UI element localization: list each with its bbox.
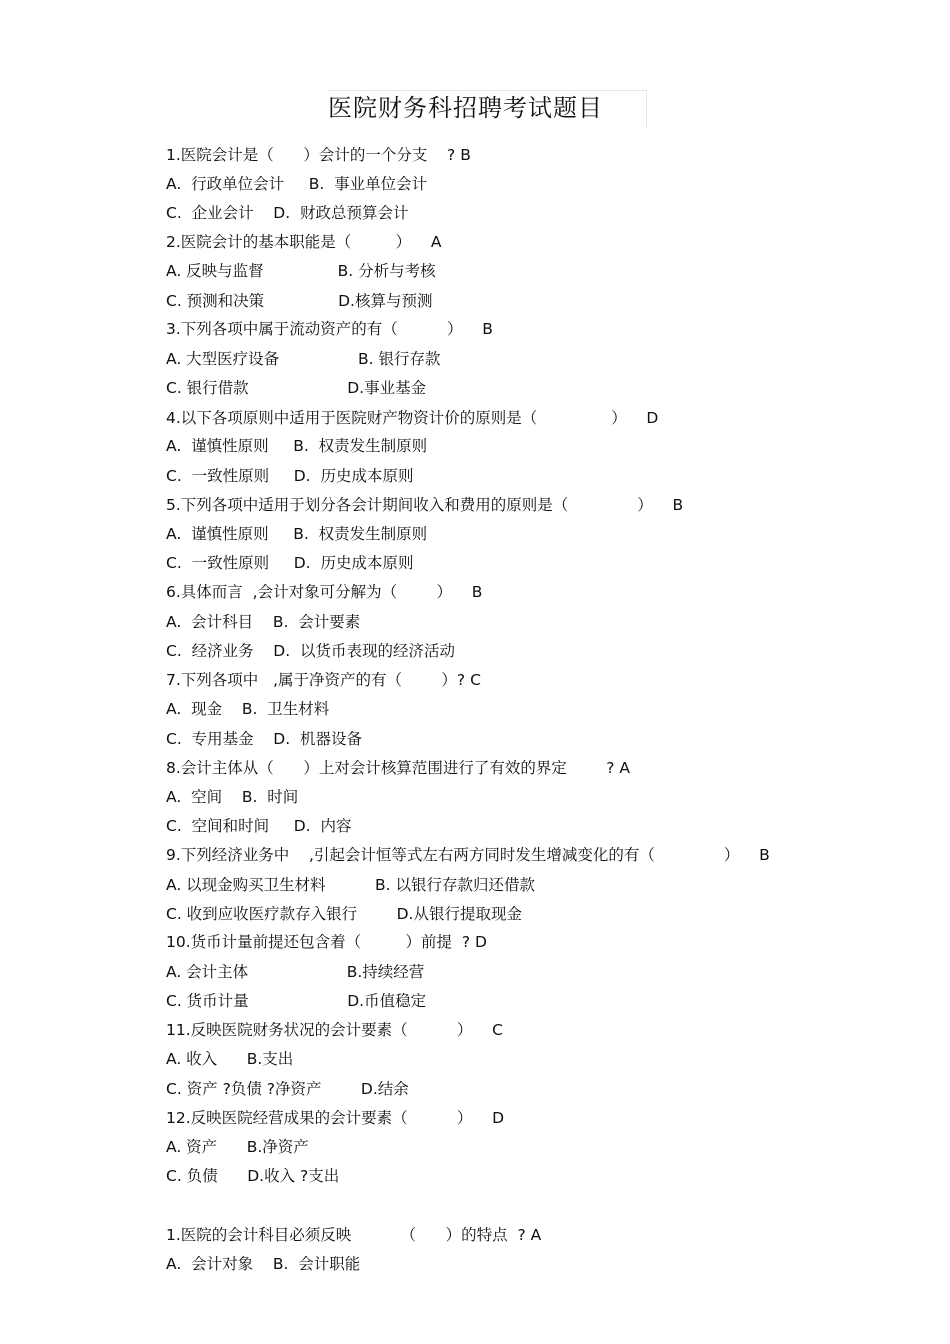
question-line: 3.下列各项中属于流动资产的有（ ） B	[166, 320, 493, 338]
question-line: 12.反映医院经营成果的会计要素（ ） D	[166, 1109, 505, 1127]
option-line: A. 资产 B.净资产	[166, 1138, 309, 1156]
option-line: A. 大型医疗设备 B. 银行存款	[166, 350, 441, 368]
question-line: 1.医院会计是（ ）会计的一个分支 ? B	[166, 146, 471, 164]
question-line: 11.反映医院财务状况的会计要素（ ） C	[166, 1021, 503, 1039]
question-line: 1.医院的会计科目必须反映 （ ）的特点 ? A	[166, 1226, 542, 1244]
option-line: A. 谨慎性原则 B. 权责发生制原则	[166, 437, 428, 455]
option-line: A. 反映与监督 B. 分析与考核	[166, 262, 436, 280]
option-line: A. 现金 B. 卫生材料	[166, 700, 330, 718]
question-line: 8.会计主体从（ ）上对会计核算范围进行了有效的界定 ? A	[166, 759, 631, 777]
question-line: 4.以下各项原则中适用于医院财产物资计价的原则是（ ） D	[166, 409, 659, 427]
option-line: A. 会计科目 B. 会计要素	[166, 613, 361, 631]
question-line: 9.下列经济业务中 ,引起会计恒等式左右两方同时发生增减变化的有（ ） B	[166, 846, 770, 864]
option-line: C. 资产 ?负债 ?净资产 D.结余	[166, 1080, 409, 1098]
option-line: A. 以现金购买卫生材料 B. 以银行存款归还借款	[166, 876, 535, 894]
option-line: C. 企业会计 D. 财政总预算会计	[166, 204, 409, 222]
option-line: C. 一致性原则 D. 历史成本原则	[166, 467, 414, 485]
page-title: 医院财务科招聘考试题目	[328, 94, 603, 122]
option-line: C. 一致性原则 D. 历史成本原则	[166, 554, 414, 572]
option-line: C. 预测和决策 D.核算与预测	[166, 292, 433, 310]
option-line: C. 收到应收医疗款存入银行 D.从银行提取现金	[166, 905, 522, 923]
question-line: 2.医院会计的基本职能是（ ） A	[166, 233, 442, 251]
question-line: 7.下列各项中 ,属于净资产的有（ ）? C	[166, 671, 481, 689]
option-line: A. 收入 B.支出	[166, 1050, 294, 1068]
option-line: A. 空间 B. 时间	[166, 788, 299, 806]
question-line: 6.具体而言 ,会计对象可分解为（ ） B	[166, 583, 483, 601]
option-line: C. 货币计量 D.币值稳定	[166, 992, 427, 1010]
question-line: 10.货币计量前提还包含着（ ）前提 ? D	[166, 933, 487, 951]
option-line: C. 负债 D.收入 ?支出	[166, 1167, 340, 1185]
option-line: C. 空间和时间 D. 内容	[166, 817, 352, 835]
option-line: A. 会计对象 B. 会计职能	[166, 1255, 361, 1273]
option-line: A. 行政单位会计 B. 事业单位会计	[166, 175, 428, 193]
option-line: C. 专用基金 D. 机器设备	[166, 730, 363, 748]
option-line: A. 谨慎性原则 B. 权责发生制原则	[166, 525, 428, 543]
option-line: A. 会计主体 B.持续经营	[166, 963, 425, 981]
option-line: C. 银行借款 D.事业基金	[166, 379, 427, 397]
question-line: 5.下列各项中适用于划分各会计期间收入和费用的原则是（ ） B	[166, 496, 684, 514]
option-line: C. 经济业务 D. 以货币表现的经济活动	[166, 642, 456, 660]
